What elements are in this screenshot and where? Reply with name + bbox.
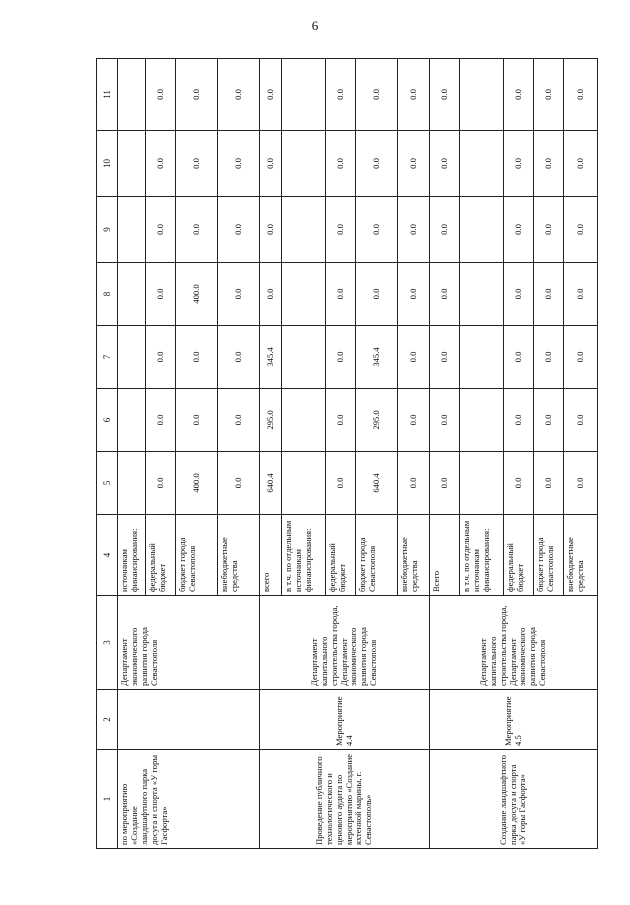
amount-cell	[118, 263, 146, 326]
amount-cell: 0.0	[260, 197, 282, 263]
amount-cell: 0.0	[398, 59, 430, 131]
activity-number-cell: Мероприятие 4.4	[260, 690, 430, 750]
amount-cell	[118, 131, 146, 197]
amount-cell: 345.4	[356, 326, 398, 389]
amount-cell: 0.0	[398, 326, 430, 389]
amount-cell: 0.0	[430, 197, 460, 263]
amount-cell: 0.0	[218, 131, 260, 197]
column-number: 7	[97, 326, 118, 389]
amount-cell: 295.0	[356, 389, 398, 452]
amount-cell: 640.4	[356, 452, 398, 515]
amount-cell	[460, 452, 504, 515]
amount-cell: 0.0	[218, 59, 260, 131]
amount-cell: 0.0	[504, 263, 534, 326]
amount-cell	[460, 326, 504, 389]
amount-cell	[282, 59, 326, 131]
amount-cell: 0.0	[398, 452, 430, 515]
amount-cell: 0.0	[398, 131, 430, 197]
funding-source-label: источникам финансирования:	[118, 515, 146, 596]
amount-cell: 0.0	[260, 263, 282, 326]
amount-cell: 0.0	[430, 389, 460, 452]
amount-cell: 0.0	[398, 389, 430, 452]
amount-cell: 0.0	[260, 131, 282, 197]
activity-name-cell: по мероприятию «Создание ландшафтного парка досуга и спорта «У горы Гасфорта»	[118, 750, 260, 849]
amount-cell: 0.0	[534, 263, 564, 326]
column-number: 1	[97, 750, 118, 849]
amount-cell: 0.0	[430, 326, 460, 389]
amount-cell: 0.0	[326, 263, 356, 326]
executor-name: Департамент капитального строительства города,	[308, 605, 339, 686]
funding-source-label: бюджет города Севастополя	[356, 515, 398, 596]
amount-cell: 0.0	[504, 197, 534, 263]
amount-cell: 0.0	[504, 452, 534, 515]
executor-name: Департамент экономического развития города Севастополя	[338, 627, 379, 686]
amount-cell: 0.0	[146, 263, 176, 326]
amount-cell	[118, 197, 146, 263]
amount-cell: 0.0	[534, 59, 564, 131]
table-row	[118, 59, 146, 849]
activity-name-cell: Проведение публичного технологического и ценового аудита по мероприятию «Создание яхтенной марины, г. Севастополь»	[260, 750, 430, 849]
amount-cell: 0.0	[176, 131, 218, 197]
header-row	[97, 59, 118, 849]
funding-source-label: в т.ч. по отдельным источникам финансирования:	[460, 515, 504, 596]
amount-cell: 0.0	[504, 131, 534, 197]
amount-cell	[118, 389, 146, 452]
column-number: 8	[97, 263, 118, 326]
amount-cell	[282, 452, 326, 515]
column-number: 4	[97, 515, 118, 596]
column-number: 6	[97, 389, 118, 452]
amount-cell	[460, 131, 504, 197]
amount-cell: 0.0	[146, 131, 176, 197]
amount-cell	[118, 59, 146, 131]
amount-cell: 0.0	[564, 326, 598, 389]
responsible-executor-cell	[430, 596, 598, 690]
column-number: 3	[97, 596, 118, 690]
amount-cell: 0.0	[534, 197, 564, 263]
amount-cell: 0.0	[398, 263, 430, 326]
amount-cell	[282, 389, 326, 452]
amount-cell: 0.0	[356, 59, 398, 131]
amount-cell: 400.0	[176, 263, 218, 326]
amount-cell	[282, 326, 326, 389]
executor-name: Департамент экономического развития города Севастополя	[507, 627, 548, 686]
amount-cell	[118, 326, 146, 389]
amount-cell: 0.0	[564, 389, 598, 452]
financing-table	[96, 58, 598, 849]
activity-number-cell	[118, 690, 260, 750]
funding-source-label: внебюджетные средства	[398, 515, 430, 596]
amount-cell: 0.0	[218, 197, 260, 263]
amount-cell	[460, 389, 504, 452]
amount-cell: 0.0	[504, 59, 534, 131]
amount-cell: 0.0	[146, 326, 176, 389]
amount-cell: 0.0	[176, 59, 218, 131]
column-number: 9	[97, 197, 118, 263]
funding-source-label: внебюджетные средства	[564, 515, 598, 596]
amount-cell: 0.0	[326, 131, 356, 197]
amount-cell: 0.0	[430, 59, 460, 131]
amount-cell: 0.0	[326, 326, 356, 389]
amount-cell: 0.0	[260, 59, 282, 131]
amount-cell: 0.0	[326, 452, 356, 515]
amount-cell: 0.0	[564, 59, 598, 131]
amount-cell: 295.0	[260, 389, 282, 452]
amount-cell: 0.0	[218, 263, 260, 326]
amount-cell: 0.0	[146, 59, 176, 131]
amount-cell: 0.0	[176, 389, 218, 452]
amount-cell: 0.0	[564, 197, 598, 263]
responsible-executor-cell	[260, 596, 430, 690]
column-number: 11	[97, 59, 118, 131]
amount-cell: 0.0	[564, 452, 598, 515]
funding-source-label: федеральный бюджет	[504, 515, 534, 596]
funding-source-label: бюджет города Севастополя	[534, 515, 564, 596]
amount-cell: 0.0	[176, 326, 218, 389]
amount-cell: 0.0	[176, 197, 218, 263]
amount-cell	[282, 131, 326, 197]
responsible-executor-cell: Департамент экономического развития города Севастополя	[118, 596, 260, 690]
amount-cell: 0.0	[326, 59, 356, 131]
amount-cell: 0.0	[534, 452, 564, 515]
amount-cell: 0.0	[218, 389, 260, 452]
amount-cell	[118, 452, 146, 515]
column-number: 2	[97, 690, 118, 750]
amount-cell: 0.0	[356, 131, 398, 197]
amount-cell	[460, 59, 504, 131]
table-body	[97, 59, 598, 849]
amount-cell: 0.0	[430, 131, 460, 197]
funding-source-label: федеральный бюджет	[146, 515, 176, 596]
table-row	[260, 59, 282, 849]
amount-cell: 640.4	[260, 452, 282, 515]
amount-cell: 0.0	[564, 263, 598, 326]
rotated-table-wrapper	[96, 59, 585, 849]
amount-cell: 0.0	[356, 263, 398, 326]
amount-cell: 0.0	[326, 197, 356, 263]
amount-cell: 0.0	[146, 452, 176, 515]
funding-source-label: бюджет города Севастополя	[176, 515, 218, 596]
funding-source-label: всего	[260, 515, 282, 596]
amount-cell: 0.0	[326, 389, 356, 452]
amount-cell: 0.0	[564, 131, 598, 197]
amount-cell	[282, 197, 326, 263]
funding-source-label: внебюджетные средства	[218, 515, 260, 596]
amount-cell	[460, 197, 504, 263]
amount-cell: 0.0	[218, 452, 260, 515]
amount-cell: 0.0	[430, 263, 460, 326]
activity-name-cell: Создание ландшафтного парка досуга и спорта «У горы Гасфорта»	[430, 750, 598, 849]
column-number: 5	[97, 452, 118, 515]
funding-source-label: федеральный бюджет	[326, 515, 356, 596]
amount-cell: 0.0	[356, 197, 398, 263]
amount-cell: 0.0	[534, 326, 564, 389]
executor-name: Департамент капитального строительства города,	[477, 605, 508, 686]
amount-cell: 345.4	[260, 326, 282, 389]
amount-cell: 0.0	[504, 389, 534, 452]
amount-cell: 0.0	[218, 326, 260, 389]
amount-cell: 0.0	[146, 389, 176, 452]
amount-cell: 0.0	[534, 131, 564, 197]
page-number: 6	[311, 18, 319, 33]
amount-cell: 400.0	[176, 452, 218, 515]
amount-cell: 0.0	[398, 197, 430, 263]
amount-cell: 0.0	[146, 197, 176, 263]
column-number: 10	[97, 131, 118, 197]
amount-cell	[282, 263, 326, 326]
funding-source-label: Всего	[430, 515, 460, 596]
table-row	[430, 59, 460, 849]
activity-number-cell: Мероприятие 4.5	[430, 690, 598, 750]
amount-cell: 0.0	[430, 452, 460, 515]
amount-cell: 0.0	[504, 326, 534, 389]
amount-cell	[460, 263, 504, 326]
amount-cell: 0.0	[534, 389, 564, 452]
funding-source-label: в т.ч. по отдельным источникам финансирования:	[282, 515, 326, 596]
